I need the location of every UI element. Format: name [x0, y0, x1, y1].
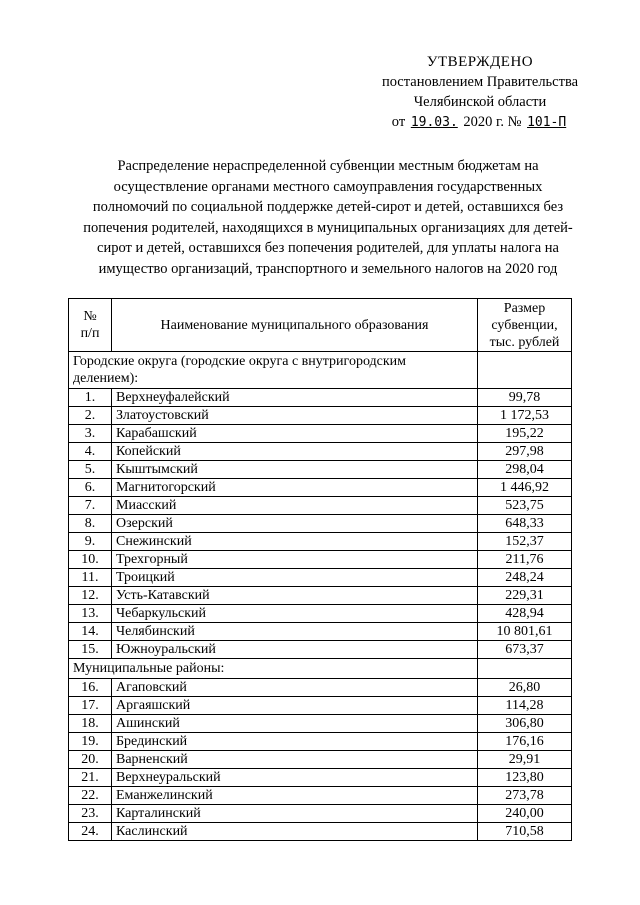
row-name: Варненский [112, 751, 478, 769]
table-row [69, 587, 572, 605]
approval-block [360, 52, 600, 133]
title-line: попечения родителей, находящихся в муниципальных организациях для детей- [83, 219, 573, 236]
table-row [69, 389, 572, 407]
header-name: Наименование муниципального образования [112, 299, 478, 352]
table-row [69, 623, 572, 641]
row-name: Челябинский [112, 623, 478, 641]
date-prefix: от [391, 114, 406, 130]
row-value: 240,00 [478, 805, 572, 823]
row-number: 21. [69, 769, 112, 787]
row-name: Трехгорный [112, 551, 478, 569]
row-number: 13. [69, 605, 112, 623]
row-number: 14. [69, 623, 112, 641]
approval-heading: УТВЕРЖДЕНО [426, 54, 534, 70]
row-value: 99,78 [478, 389, 572, 407]
header-value-line: тыс. рублей [489, 334, 560, 350]
title-line: Распределение нераспределенной субвенции местным бюджетам на [117, 158, 539, 174]
approval-line: Челябинской области [413, 94, 547, 110]
section-empty-cell [478, 352, 572, 389]
row-number: 17. [69, 697, 112, 715]
table-row [69, 733, 572, 751]
row-number: 10. [69, 551, 112, 569]
table-row [69, 787, 572, 805]
subsidy-table [68, 298, 572, 841]
table-row [69, 751, 572, 769]
table-row [69, 697, 572, 715]
row-name: Верхнеуральский [112, 769, 478, 787]
row-name: Еманжелинский [112, 787, 478, 805]
row-name: Миасский [112, 497, 478, 515]
approval-date-line [360, 112, 600, 133]
table-row [69, 805, 572, 823]
row-value: 114,28 [478, 697, 572, 715]
table-row [69, 679, 572, 697]
table-row [69, 769, 572, 787]
row-number: 5. [69, 461, 112, 479]
row-number: 18. [69, 715, 112, 733]
section-empty-cell [478, 659, 572, 679]
row-number: 12. [69, 587, 112, 605]
row-value: 1 172,53 [478, 407, 572, 425]
row-number: 19. [69, 733, 112, 751]
row-number: 20. [69, 751, 112, 769]
section-row [69, 659, 572, 679]
row-number: 1. [69, 389, 112, 407]
row-value: 29,91 [478, 751, 572, 769]
row-name: Магнитогорский [112, 479, 478, 497]
row-name: Кыштымский [112, 461, 478, 479]
row-name: Каслинский [112, 823, 478, 841]
document-title [78, 156, 578, 279]
table-row [69, 715, 572, 733]
table-row [69, 641, 572, 659]
row-name: Усть-Катавский [112, 587, 478, 605]
table-row [69, 515, 572, 533]
title-line: имущество организаций, транспортного и земельного налогов на 2020 год [98, 260, 558, 277]
row-number: 6. [69, 479, 112, 497]
row-number: 16. [69, 679, 112, 697]
row-name: Верхнеуфалейский [112, 389, 478, 407]
row-value: 428,94 [478, 605, 572, 623]
header-number-line: № [83, 309, 97, 324]
row-value: 306,80 [478, 715, 572, 733]
row-value: 211,76 [478, 551, 572, 569]
row-name: Снежинский [112, 533, 478, 551]
table-header-row [69, 299, 572, 352]
row-value: 710,58 [478, 823, 572, 841]
section-row [69, 352, 572, 389]
approval-line: постановлением Правительства [381, 74, 579, 90]
header-value-line: субвенции, [491, 317, 558, 333]
row-name: Озерский [112, 515, 478, 533]
table-row [69, 479, 572, 497]
table-row [69, 407, 572, 425]
handwritten-number: 101-П [527, 115, 567, 130]
row-name: Троицкий [112, 569, 478, 587]
row-value: 273,78 [478, 787, 572, 805]
table-row [69, 823, 572, 841]
row-name: Ашинский [112, 715, 478, 733]
row-number: 4. [69, 443, 112, 461]
row-value: 648,33 [478, 515, 572, 533]
row-value: 673,37 [478, 641, 572, 659]
row-name: Карталинский [112, 805, 478, 823]
row-name: Южноуральский [112, 641, 478, 659]
row-name: Копейский [112, 443, 478, 461]
row-value: 152,37 [478, 533, 572, 551]
title-line: осуществление органами местного самоуправления государственных [113, 178, 543, 195]
row-name: Аргаяшский [112, 697, 478, 715]
title-line: полномочий по социальной поддержке детей-сирот и детей, оставшихся без [92, 199, 564, 215]
handwritten-date: 19.03. [410, 115, 458, 130]
header-number-line: п/п [80, 326, 100, 341]
section-label: Муниципальные районы: [69, 659, 478, 679]
row-number: 9. [69, 533, 112, 551]
row-value: 229,31 [478, 587, 572, 605]
row-value: 523,75 [478, 497, 572, 515]
row-name: Брединский [112, 733, 478, 751]
row-value: 10 801,61 [478, 623, 572, 641]
row-number: 15. [69, 641, 112, 659]
row-number: 23. [69, 805, 112, 823]
table-row [69, 443, 572, 461]
row-value: 297,98 [478, 443, 572, 461]
header-value-line: Размер [503, 300, 546, 316]
row-number: 22. [69, 787, 112, 805]
table-row [69, 551, 572, 569]
row-name: Чебаркульский [112, 605, 478, 623]
table-row [69, 497, 572, 515]
table-row [69, 461, 572, 479]
table-row [69, 533, 572, 551]
row-value: 123,80 [478, 769, 572, 787]
header-value [478, 299, 572, 352]
row-number: 8. [69, 515, 112, 533]
header-number [69, 299, 112, 352]
row-value: 176,16 [478, 733, 572, 751]
row-number: 2. [69, 407, 112, 425]
row-number: 7. [69, 497, 112, 515]
row-value: 248,24 [478, 569, 572, 587]
row-value: 298,04 [478, 461, 572, 479]
row-name: Златоустовский [112, 407, 478, 425]
date-year: 2020 г. № [463, 114, 522, 130]
row-number: 11. [69, 569, 112, 587]
table-row [69, 605, 572, 623]
row-name: Карабашский [112, 425, 478, 443]
title-line: сирот и детей, оставшихся без попечения родителей, для уплаты налога на [97, 240, 559, 256]
row-number: 3. [69, 425, 112, 443]
section-label: Городские округа (городские округа с внутригородским делением): [69, 352, 478, 389]
row-name: Агаповский [112, 679, 478, 697]
table-row [69, 569, 572, 587]
row-number: 24. [69, 823, 112, 841]
row-value: 195,22 [478, 425, 572, 443]
row-value: 26,80 [478, 679, 572, 697]
table-row [69, 425, 572, 443]
row-value: 1 446,92 [478, 479, 572, 497]
